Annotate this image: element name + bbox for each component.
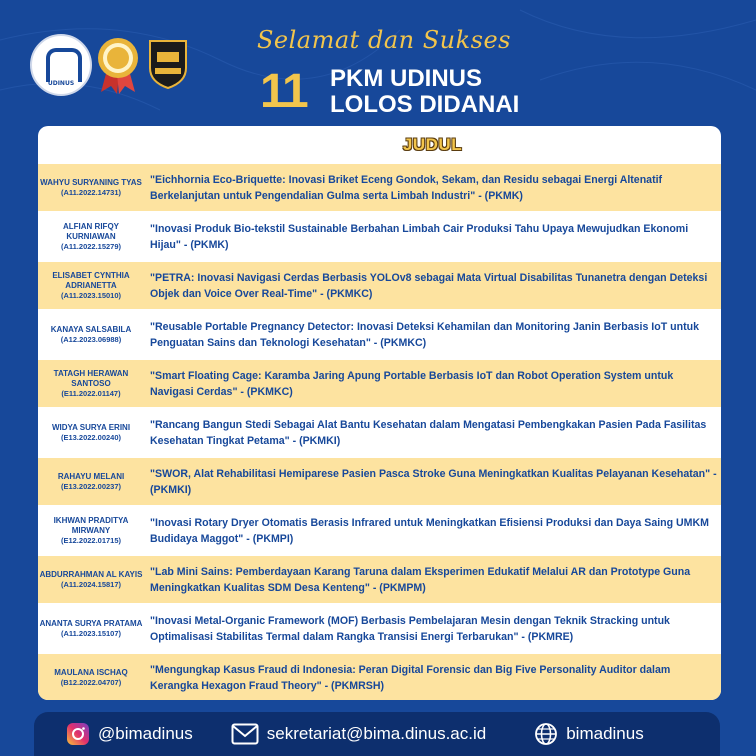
student-cell xyxy=(38,619,144,639)
student-nim: (E13.2022.00240) xyxy=(60,432,122,442)
project-title: "Reusable Portable Pregnancy Detector: Inovasi Deteksi Kehamilan dan Monitoring Janin Berbasis IoT untuk Penguatan Sains dan Teknologi Kesehatan" - (PKMKC) xyxy=(144,319,721,351)
globe-icon xyxy=(534,722,558,746)
table-row xyxy=(38,458,721,507)
student-nim: (E11.2022.01147) xyxy=(61,388,121,398)
table-row xyxy=(38,311,721,360)
project-title: "Inovasi Metal-Organic Framework (MOF) Berbasis Pembelajaran Mesin dengan Teknik Stracking untuk Optimalisasi Stabilitas Termal dalam Rangka Transisi Energi Terbarukan" - (PKMRE) xyxy=(144,613,721,645)
email-link[interactable] xyxy=(231,723,486,745)
student-nim: (A12.2023.06988) xyxy=(60,334,122,344)
student-name: ELISABET CYNTHIA ADRIANETTA xyxy=(52,270,130,290)
student-name: ALFIAN RIFQY KURNIAWAN xyxy=(63,221,119,241)
footer xyxy=(34,712,720,756)
student-cell xyxy=(38,369,144,399)
student-name: WIDYA SURYA ERINI xyxy=(51,422,131,432)
headline-line2: LOLOS DIDANAI xyxy=(330,91,520,118)
student-name: ANANTA SURYA PRATAMA xyxy=(39,618,143,628)
project-title: "Smart Floating Cage: Karamba Jaring Apung Portable Berbasis IoT dan Robot Operation System untuk Navigasi Cerdas" - (PKMKC) xyxy=(144,368,721,400)
student-cell xyxy=(38,570,144,590)
banpt-shield-icon xyxy=(147,38,189,90)
student-cell xyxy=(38,472,144,492)
student-nim: (B12.2022.04707) xyxy=(60,677,122,687)
student-name: KANAYA SALSABILA xyxy=(50,324,132,334)
project-title: "PETRA: Inovasi Navigasi Cerdas Berbasis YOLOv8 sebagai Mata Virtual Disabilitas Tunanetra dengan Deteksi Objek dan Voice Over Real-Time" - (PKMKC) xyxy=(144,270,721,302)
mail-icon xyxy=(231,723,259,745)
student-cell xyxy=(38,222,144,252)
student-cell xyxy=(38,516,144,546)
instagram-link[interactable] xyxy=(66,722,193,746)
student-name: IKHWAN PRADITYA MIRWANY xyxy=(53,515,129,535)
website-link[interactable] xyxy=(534,722,644,746)
student-nim: (E12.2022.01715) xyxy=(60,535,122,545)
student-nim: (E13.2022.00237) xyxy=(60,481,122,491)
email-address: sekretariat@bima.dinus.ac.id xyxy=(266,724,487,743)
website-handle: bimadinus xyxy=(566,724,644,743)
student-cell xyxy=(38,325,144,345)
student-cell xyxy=(38,178,144,198)
congratulation-title: Selamat dan Sukses xyxy=(256,26,511,54)
header xyxy=(0,0,756,126)
project-title: "Inovasi Rotary Dryer Otomatis Berasis Infrared untuk Meningkatkan Efisiensi Produksi dan Daya Saing UMKM Budidaya Maggot" - (PKMPI) xyxy=(144,515,721,547)
table-row xyxy=(38,605,721,654)
table-row xyxy=(38,507,721,556)
table-row xyxy=(38,262,721,311)
project-title: "Rancang Bangun Stedi Sebagai Alat Bantu Kesehatan dalam Mengatasi Pembengkakan Pasien Pada Fasilitas Kesehatan Tingkat Petama" - (PKMKI) xyxy=(144,417,721,449)
table-row xyxy=(38,409,721,458)
student-name: TATAGH HERAWAN SANTOSO xyxy=(53,368,129,388)
student-name: WAHYU SURYANING TYAS xyxy=(40,177,142,187)
project-title: "Lab Mini Sains: Pemberdayaan Karang Taruna dalam Eksperimen Edukatif Melalui AR dan Prototype Guna Meningkatkan Kualitas SDM Desa Kenteng" - (PKMPM) xyxy=(144,564,721,596)
project-title: "SWOR, Alat Rehabilitasi Hemiparese Pasien Pasca Stroke Guna Meningkatkan Kualitas Pelayanan Kesehatan" - (PKMKI) xyxy=(144,466,721,498)
table-row xyxy=(38,654,721,700)
table-body xyxy=(38,164,721,700)
count-number: 11 xyxy=(260,65,307,118)
table-row xyxy=(38,360,721,409)
student-nim: (A11.2023.15010) xyxy=(60,290,122,300)
student-cell xyxy=(38,423,144,443)
student-nim: (A11.2022.14731) xyxy=(60,187,122,197)
project-title: "Inovasi Produk Bio-tekstil Sustainable Berbahan Limbah Cair Produksi Tahu Upaya Mewujudkan Ekonomi Hijau" - (PKMK) xyxy=(144,221,721,253)
student-nim: (A11.2023.15107) xyxy=(60,628,122,638)
results-table xyxy=(38,126,721,700)
student-name: RAHAYU MELANI xyxy=(57,471,125,481)
student-nim: (A11.2022.15279) xyxy=(60,241,122,251)
project-title: "Mengungkap Kasus Fraud di Indonesia: Peran Digital Forensic dan Big Five Personality Auditor dalam Kerangka Hexagon Fraud Theory" - (PKMRSH) xyxy=(144,662,721,694)
student-nim: (A11.2024.15817) xyxy=(60,579,122,589)
award-medal-icon xyxy=(95,36,141,94)
headline-line1: PKM UDINUS xyxy=(330,65,483,92)
student-name: ABDURRAHMAN AL KAYIS xyxy=(39,569,143,579)
instagram-handle: @bimadinus xyxy=(98,724,193,743)
table-header-label: JUDUL xyxy=(402,135,463,154)
table-row xyxy=(38,164,721,213)
logo-label: UDINUS xyxy=(47,80,75,87)
udinus-logo xyxy=(30,34,92,96)
table-row xyxy=(38,556,721,605)
student-cell xyxy=(38,668,144,688)
headline xyxy=(330,66,519,118)
table-header xyxy=(144,126,721,164)
instagram-icon xyxy=(66,722,90,746)
student-name: MAULANA ISCHAQ xyxy=(54,667,128,677)
student-cell xyxy=(38,271,144,301)
table-row xyxy=(38,213,721,262)
project-title: "Eichhornia Eco-Briquette: Inovasi Briket Eceng Gondok, Sekam, dan Residu sebagai Energi Altenatif Berkelanjutan untuk Pengendalian Gulma serta Limbah Industri" - (PKMK) xyxy=(144,172,721,204)
